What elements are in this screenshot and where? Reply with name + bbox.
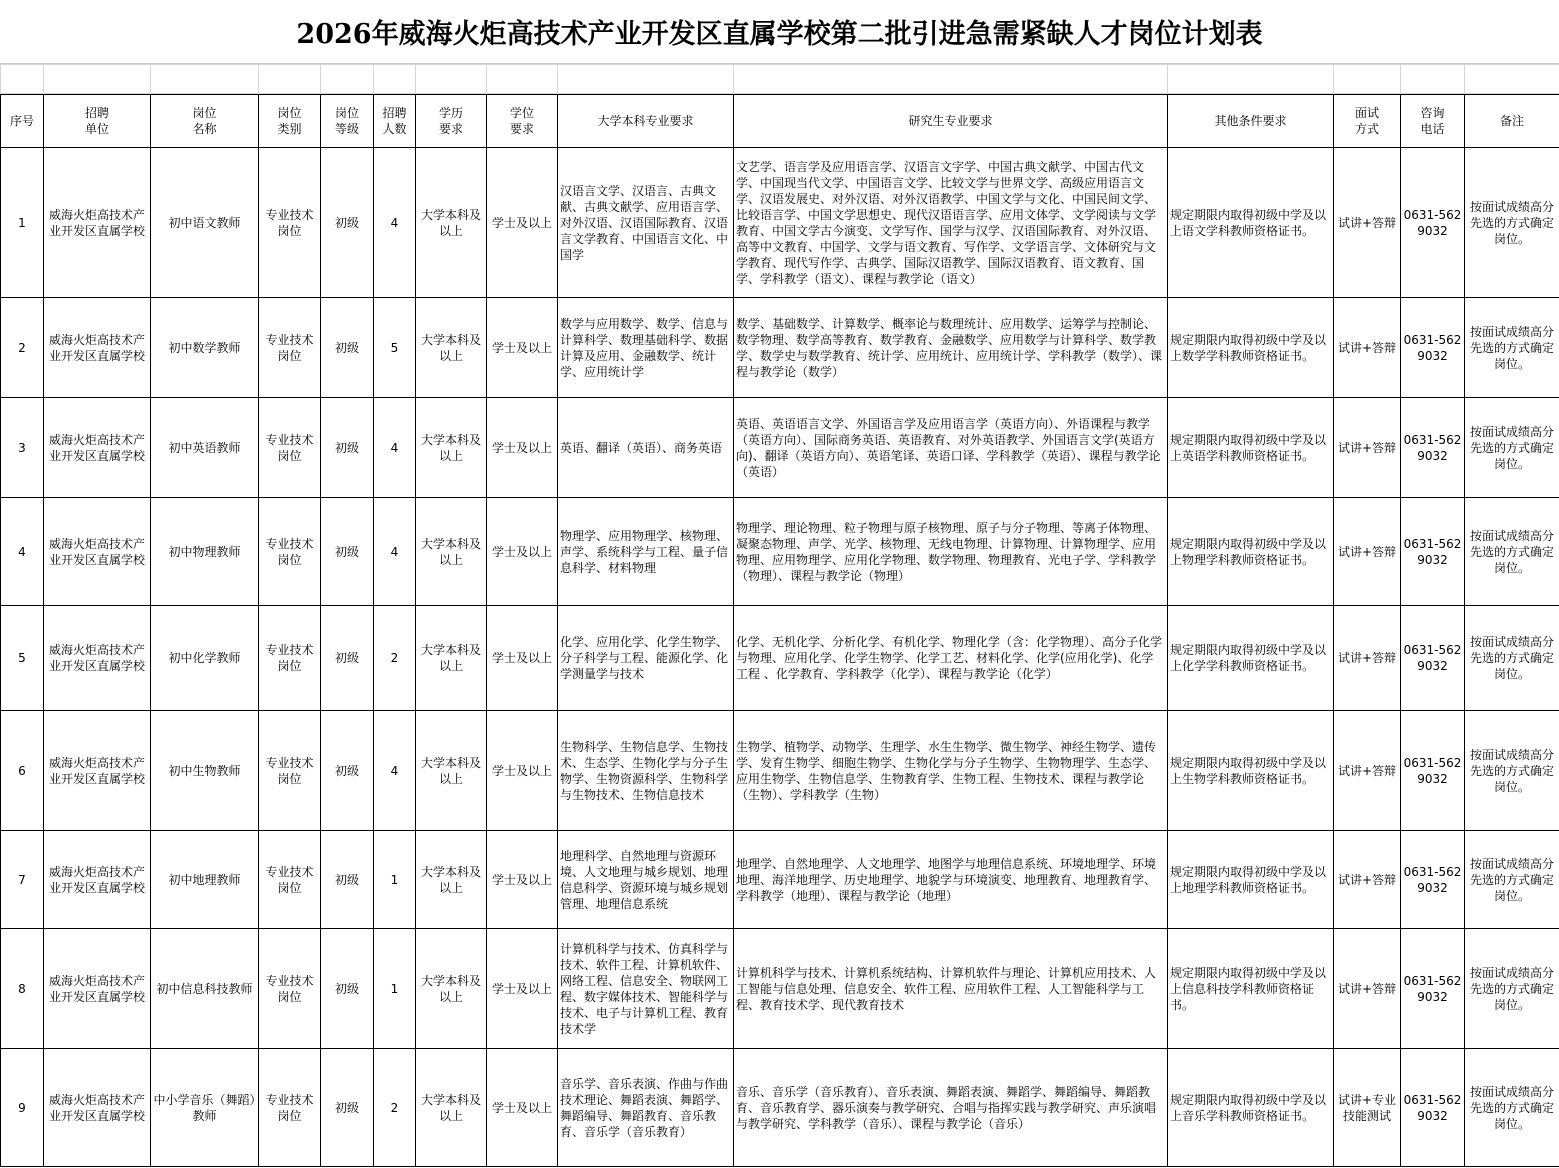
cell-count[interactable]: 2 xyxy=(374,606,416,711)
cell-position-name[interactable]: 初中信息科技教师 xyxy=(151,929,259,1049)
cell-degree[interactable]: 学士及以上 xyxy=(487,498,558,606)
cell-phone[interactable]: 0631-5629032 xyxy=(1401,929,1465,1049)
cell-other-requirements[interactable]: 规定期限内取得初级中学及以上地理学科教师资格证书。 xyxy=(1168,831,1334,929)
cell-interview[interactable]: 试讲+答辩 xyxy=(1334,148,1401,298)
cell-no[interactable]: 4 xyxy=(1,498,44,606)
cell-position-name[interactable]: 初中语文教师 xyxy=(151,148,259,298)
cell-other-requirements[interactable]: 规定期限内取得初级中学及以上生物学科教师资格证书。 xyxy=(1168,711,1334,831)
header-cell[interactable]: 招聘 人数 xyxy=(374,95,416,148)
cell-position-name[interactable]: 初中数学教师 xyxy=(151,298,259,398)
cell-education[interactable]: 大学本科及以上 xyxy=(416,711,487,831)
cell-no[interactable]: 8 xyxy=(1,929,44,1049)
cell-degree[interactable]: 学士及以上 xyxy=(487,398,558,498)
cell-level[interactable]: 初级 xyxy=(321,831,374,929)
cell-category[interactable]: 专业技术岗位 xyxy=(259,606,321,711)
cell-no[interactable]: 3 xyxy=(1,398,44,498)
cell-degree[interactable]: 学士及以上 xyxy=(487,606,558,711)
cell-unit[interactable]: 威海火炬高技术产业开发区直属学校 xyxy=(44,929,151,1049)
cell-grad-majors[interactable]: 音乐、音乐学（音乐教育）、音乐表演、舞蹈表演、舞蹈学、舞蹈编导、舞蹈教育、音乐教育学、器乐演奏与教学研究、合唱与指挥实践与教学研究、声乐演唱与教学研究、学科教学（音乐）、课程与教学论（音乐） xyxy=(734,1049,1168,1167)
cell-grad-majors[interactable]: 地理学、自然地理学、人文地理学、地图学与地理信息系统、环境地理学、环境地理、海洋地理学、历史地理学、地貌学与环境演变、地理教育、地理教育学、学科教学（地理）、课程与教学论（地理） xyxy=(734,831,1168,929)
cell-category[interactable]: 专业技术岗位 xyxy=(259,929,321,1049)
cell-education[interactable]: 大学本科及以上 xyxy=(416,398,487,498)
cell-remark[interactable]: 按面试成绩高分先选的方式确定岗位。 xyxy=(1465,1049,1559,1167)
cell-remark[interactable]: 按面试成绩高分先选的方式确定岗位。 xyxy=(1465,929,1559,1049)
blank-cell[interactable] xyxy=(734,65,1168,94)
table-row xyxy=(1,929,1559,1049)
cell-grad-majors[interactable]: 数学、基础数学、计算数学、概率论与数理统计、应用数学、运筹学与控制论、数学物理、数学高等教育、数学教育、金融数学、应用数学与计算科学、数学教学、数学史与数学教育、统计学、应用统计、应用统计学、学科教学（数学）、课程与教学论（数学） xyxy=(734,298,1168,398)
cell-interview[interactable]: 试讲+答辩 xyxy=(1334,498,1401,606)
cell-remark[interactable]: 按面试成绩高分先选的方式确定岗位。 xyxy=(1465,606,1559,711)
cell-phone[interactable]: 0631-5629032 xyxy=(1401,711,1465,831)
cell-interview[interactable]: 试讲+答辩 xyxy=(1334,711,1401,831)
blank-cell[interactable] xyxy=(1401,65,1465,94)
cell-other-requirements[interactable]: 规定期限内取得初级中学及以上物理学科教师资格证书。 xyxy=(1168,498,1334,606)
cell-remark[interactable]: 按面试成绩高分先选的方式确定岗位。 xyxy=(1465,298,1559,398)
cell-degree[interactable]: 学士及以上 xyxy=(487,1049,558,1167)
cell-undergrad-majors[interactable]: 英语、翻译（英语）、商务英语 xyxy=(558,398,734,498)
cell-level[interactable]: 初级 xyxy=(321,606,374,711)
cell-interview[interactable]: 试讲+答辩 xyxy=(1334,929,1401,1049)
header-cell[interactable]: 序号 xyxy=(1,95,44,148)
cell-remark[interactable]: 按面试成绩高分先选的方式确定岗位。 xyxy=(1465,398,1559,498)
cell-level[interactable]: 初级 xyxy=(321,398,374,498)
header-cell[interactable]: 其他条件要求 xyxy=(1168,95,1334,148)
cell-no[interactable]: 2 xyxy=(1,298,44,398)
page-title: 2026年威海火炬高技术产业开发区直属学校第二批引进急需紧缺人才岗位计划表 xyxy=(296,19,1263,50)
cell-category[interactable]: 专业技术岗位 xyxy=(259,298,321,398)
cell-count[interactable]: 4 xyxy=(374,398,416,498)
cell-unit[interactable]: 威海火炬高技术产业开发区直属学校 xyxy=(44,398,151,498)
header-row xyxy=(1,95,1559,148)
cell-education[interactable]: 大学本科及以上 xyxy=(416,929,487,1049)
cell-interview[interactable]: 试讲+答辩 xyxy=(1334,398,1401,498)
table-row xyxy=(1,831,1559,929)
cell-grad-majors[interactable]: 生物学、植物学、动物学、生理学、水生生物学、微生物学、神经生物学、遗传学、发育生物学、细胞生物学、生物化学与分子生物学、生物物理学、生态学、应用生物学、生物信息学、生物教育学、生物工程、生物技术、课程与教学论（生物）、学科教学（生物） xyxy=(734,711,1168,831)
header-cell[interactable]: 备注 xyxy=(1465,95,1559,148)
blank-cell[interactable] xyxy=(151,65,259,94)
table-row xyxy=(1,148,1559,298)
cell-phone[interactable]: 0631-5629032 xyxy=(1401,606,1465,711)
cell-undergrad-majors[interactable]: 数学与应用数学、数学、信息与计算科学、数理基础科学、数据计算及应用、金融数学、统计学、应用统计学 xyxy=(558,298,734,398)
cell-count[interactable]: 4 xyxy=(374,711,416,831)
cell-grad-majors[interactable]: 物理学、理论物理、粒子物理与原子核物理、原子与分子物理、等离子体物理、凝聚态物理、声学、光学、核物理、无线电物理、计算物理、计算物理学、应用物理、应用物理学、应用化学物理、数学物理、物理教育、光电子学、学科教学（物理）、课程与教学论（物理） xyxy=(734,498,1168,606)
cell-position-name[interactable]: 中小学音乐（舞蹈）教师 xyxy=(151,1049,259,1167)
cell-interview[interactable]: 试讲+答辩 xyxy=(1334,606,1401,711)
cell-unit[interactable]: 威海火炬高技术产业开发区直属学校 xyxy=(44,498,151,606)
cell-count[interactable]: 4 xyxy=(374,148,416,298)
cell-level[interactable]: 初级 xyxy=(321,929,374,1049)
blank-spacer-row xyxy=(0,64,1559,94)
cell-other-requirements[interactable]: 规定期限内取得初级中学及以上英语学科教师资格证书。 xyxy=(1168,398,1334,498)
blank-cell[interactable] xyxy=(1465,65,1559,94)
cell-other-requirements[interactable]: 规定期限内取得初级中学及以上化学学科教师资格证书。 xyxy=(1168,606,1334,711)
cell-position-name[interactable]: 初中生物教师 xyxy=(151,711,259,831)
cell-category[interactable]: 专业技术岗位 xyxy=(259,498,321,606)
cell-phone[interactable]: 0631-5629032 xyxy=(1401,398,1465,498)
cell-undergrad-majors[interactable]: 地理科学、自然地理与资源环境、人文地理与城乡规划、地理信息科学、资源环境与城乡规划管理、地理信息系统 xyxy=(558,831,734,929)
cell-count[interactable]: 1 xyxy=(374,831,416,929)
header-cell[interactable]: 岗位 等级 xyxy=(321,95,374,148)
cell-other-requirements[interactable]: 规定期限内取得初级中学及以上音乐学科教师资格证书。 xyxy=(1168,1049,1334,1167)
table-row xyxy=(1,711,1559,831)
cell-unit[interactable]: 威海火炬高技术产业开发区直属学校 xyxy=(44,148,151,298)
blank-cell[interactable] xyxy=(321,65,374,94)
cell-count[interactable]: 1 xyxy=(374,929,416,1049)
table-row xyxy=(1,298,1559,398)
blank-cell[interactable] xyxy=(374,65,416,94)
cell-undergrad-majors[interactable]: 计算机科学与技术、仿真科学与技术、软件工程、计算机软件、网络工程、信息安全、物联网工程、数字媒体技术、智能科学与技术、电子与计算机工程、教育技术学 xyxy=(558,929,734,1049)
cell-unit[interactable]: 威海火炬高技术产业开发区直属学校 xyxy=(44,831,151,929)
cell-unit[interactable]: 威海火炬高技术产业开发区直属学校 xyxy=(44,606,151,711)
cell-education[interactable]: 大学本科及以上 xyxy=(416,831,487,929)
header-cell[interactable]: 学历 要求 xyxy=(416,95,487,148)
cell-education[interactable]: 大学本科及以上 xyxy=(416,148,487,298)
cell-category[interactable]: 专业技术岗位 xyxy=(259,711,321,831)
cell-category[interactable]: 专业技术岗位 xyxy=(259,1049,321,1167)
cell-grad-majors[interactable]: 文艺学、语言学及应用语言学、汉语言文字学、中国古典文献学、中国古代文学、中国现当代文学、中国语言文学、比较文学与世界文学、高级应用语言文学、汉语发展史、对外汉语、对外汉语教学、中国文学与文化、中国民间文学、比较语言学、中国文学思想史、现代汉语语言学、应用文体学、文学阅读与文学教育、中国文学古今演变、文学写作、国学与汉学、汉语国际教育、对外汉语、高等中文教育、中国学、文学与语文教育、写作学、文学语言学、文体研究与文学教育、现代写作学、古典学、国际汉语教学、国际汉语教育、语文教育、国学、学科教学（语文）、课程与教学论（语文） xyxy=(734,148,1168,298)
cell-education[interactable]: 大学本科及以上 xyxy=(416,498,487,606)
table-row xyxy=(1,398,1559,498)
cell-other-requirements[interactable]: 规定期限内取得初级中学及以上数学学科教师资格证书。 xyxy=(1168,298,1334,398)
cell-unit[interactable]: 威海火炬高技术产业开发区直属学校 xyxy=(44,711,151,831)
cell-count[interactable]: 2 xyxy=(374,1049,416,1167)
plan-table xyxy=(0,94,1559,1167)
blank-cell[interactable] xyxy=(1168,65,1334,94)
header-cell[interactable]: 岗位 名称 xyxy=(151,95,259,148)
cell-count[interactable]: 4 xyxy=(374,498,416,606)
header-cell[interactable]: 招聘 单位 xyxy=(44,95,151,148)
cell-grad-majors[interactable]: 英语、英语语言文学、外国语言学及应用语言学（英语方向）、外语课程与教学（英语方向）、国际商务英语、英语教育、对外英语教学、外国语言文学(英语方向)、翻译（英语方向）、英语笔译、英语口译、学科教学（英语）、课程与教学论（英语） xyxy=(734,398,1168,498)
cell-level[interactable]: 初级 xyxy=(321,148,374,298)
cell-no[interactable]: 9 xyxy=(1,1049,44,1167)
header-cell[interactable]: 学位 要求 xyxy=(487,95,558,148)
cell-level[interactable]: 初级 xyxy=(321,298,374,398)
cell-category[interactable]: 专业技术岗位 xyxy=(259,398,321,498)
cell-remark[interactable]: 按面试成绩高分先选的方式确定岗位。 xyxy=(1465,498,1559,606)
cell-education[interactable]: 大学本科及以上 xyxy=(416,298,487,398)
blank-cell[interactable] xyxy=(44,65,151,94)
cell-position-name[interactable]: 初中英语教师 xyxy=(151,398,259,498)
cell-education[interactable]: 大学本科及以上 xyxy=(416,1049,487,1167)
cell-position-name[interactable]: 初中化学教师 xyxy=(151,606,259,711)
cell-count[interactable]: 5 xyxy=(374,298,416,398)
header-cell[interactable]: 大学本科专业要求 xyxy=(558,95,734,148)
cell-other-requirements[interactable]: 规定期限内取得初级中学及以上信息科技学科教师资格证书。 xyxy=(1168,929,1334,1049)
cell-interview[interactable]: 试讲+答辩 xyxy=(1334,831,1401,929)
cell-undergrad-majors[interactable]: 音乐学、音乐表演、作曲与作曲技术理论、舞蹈表演、舞蹈学、舞蹈编导、舞蹈教育、音乐教育、音乐学（音乐教育） xyxy=(558,1049,734,1167)
blank-cell[interactable] xyxy=(416,65,487,94)
cell-no[interactable]: 6 xyxy=(1,711,44,831)
cell-phone[interactable]: 0631-5629032 xyxy=(1401,1049,1465,1167)
cell-remark[interactable]: 按面试成绩高分先选的方式确定岗位。 xyxy=(1465,148,1559,298)
cell-degree[interactable]: 学士及以上 xyxy=(487,711,558,831)
blank-cell[interactable] xyxy=(259,65,321,94)
cell-no[interactable]: 7 xyxy=(1,831,44,929)
cell-undergrad-majors[interactable]: 生物科学、生物信息学、生物技术、生态学、生物化学与分子生物学、生物资源科学、生物科学与生物技术、生物信息技术 xyxy=(558,711,734,831)
cell-category[interactable]: 专业技术岗位 xyxy=(259,148,321,298)
blank-cell[interactable] xyxy=(1334,65,1401,94)
title-bar xyxy=(0,0,1559,64)
header-cell[interactable]: 咨询 电话 xyxy=(1401,95,1465,148)
cell-interview[interactable]: 试讲+答辩 xyxy=(1334,298,1401,398)
cell-undergrad-majors[interactable]: 汉语言文学、汉语言、古典文献、古典文献学、应用语言学、对外汉语、汉语国际教育、汉语言文学教育、中国语言文化、中国学 xyxy=(558,148,734,298)
cell-unit[interactable]: 威海火炬高技术产业开发区直属学校 xyxy=(44,298,151,398)
header-cell[interactable]: 面试 方式 xyxy=(1334,95,1401,148)
cell-interview[interactable]: 试讲+专业技能测试 xyxy=(1334,1049,1401,1167)
cell-position-name[interactable]: 初中地理教师 xyxy=(151,831,259,929)
cell-phone[interactable]: 0631-5629032 xyxy=(1401,148,1465,298)
cell-no[interactable]: 5 xyxy=(1,606,44,711)
cell-grad-majors[interactable]: 化学、无机化学、分析化学、有机化学、物理化学（含：化学物理）、高分子化学与物理、应用化学、化学生物学、化学工艺、材料化学、化学(应用化学)、化学工程 、化学教育、学科教学（化学）、课程与教学论（化学） xyxy=(734,606,1168,711)
cell-phone[interactable]: 0631-5629032 xyxy=(1401,498,1465,606)
cell-level[interactable]: 初级 xyxy=(321,1049,374,1167)
blank-cell[interactable] xyxy=(487,65,558,94)
cell-phone[interactable]: 0631-5629032 xyxy=(1401,831,1465,929)
cell-degree[interactable]: 学士及以上 xyxy=(487,298,558,398)
cell-undergrad-majors[interactable]: 物理学、应用物理学、核物理、声学、系统科学与工程、量子信息科学、材料物理 xyxy=(558,498,734,606)
header-cell[interactable]: 研究生专业要求 xyxy=(734,95,1168,148)
blank-cell[interactable] xyxy=(1,65,44,94)
cell-category[interactable]: 专业技术岗位 xyxy=(259,831,321,929)
cell-unit[interactable]: 威海火炬高技术产业开发区直属学校 xyxy=(44,1049,151,1167)
cell-phone[interactable]: 0631-5629032 xyxy=(1401,298,1465,398)
cell-grad-majors[interactable]: 计算机科学与技术、计算机系统结构、计算机软件与理论、计算机应用技术、人工智能与信息处理、信息安全、软件工程、应用软件工程、人工智能科学与工程、教育技术学、现代教育技术 xyxy=(734,929,1168,1049)
cell-level[interactable]: 初级 xyxy=(321,498,374,606)
cell-undergrad-majors[interactable]: 化学、应用化学、化学生物学、分子科学与工程、能源化学、化学测量学与技术 xyxy=(558,606,734,711)
cell-degree[interactable]: 学士及以上 xyxy=(487,148,558,298)
blank-cell[interactable] xyxy=(558,65,734,94)
table-row xyxy=(1,1049,1559,1167)
cell-remark[interactable]: 按面试成绩高分先选的方式确定岗位。 xyxy=(1465,711,1559,831)
cell-no[interactable]: 1 xyxy=(1,148,44,298)
cell-degree[interactable]: 学士及以上 xyxy=(487,831,558,929)
cell-degree[interactable]: 学士及以上 xyxy=(487,929,558,1049)
header-cell[interactable]: 岗位 类别 xyxy=(259,95,321,148)
cell-education[interactable]: 大学本科及以上 xyxy=(416,606,487,711)
table-row xyxy=(1,498,1559,606)
cell-level[interactable]: 初级 xyxy=(321,711,374,831)
cell-position-name[interactable]: 初中物理教师 xyxy=(151,498,259,606)
cell-other-requirements[interactable]: 规定期限内取得初级中学及以上语文学科教师资格证书。 xyxy=(1168,148,1334,298)
cell-remark[interactable]: 按面试成绩高分先选的方式确定岗位。 xyxy=(1465,831,1559,929)
table-row xyxy=(1,606,1559,711)
